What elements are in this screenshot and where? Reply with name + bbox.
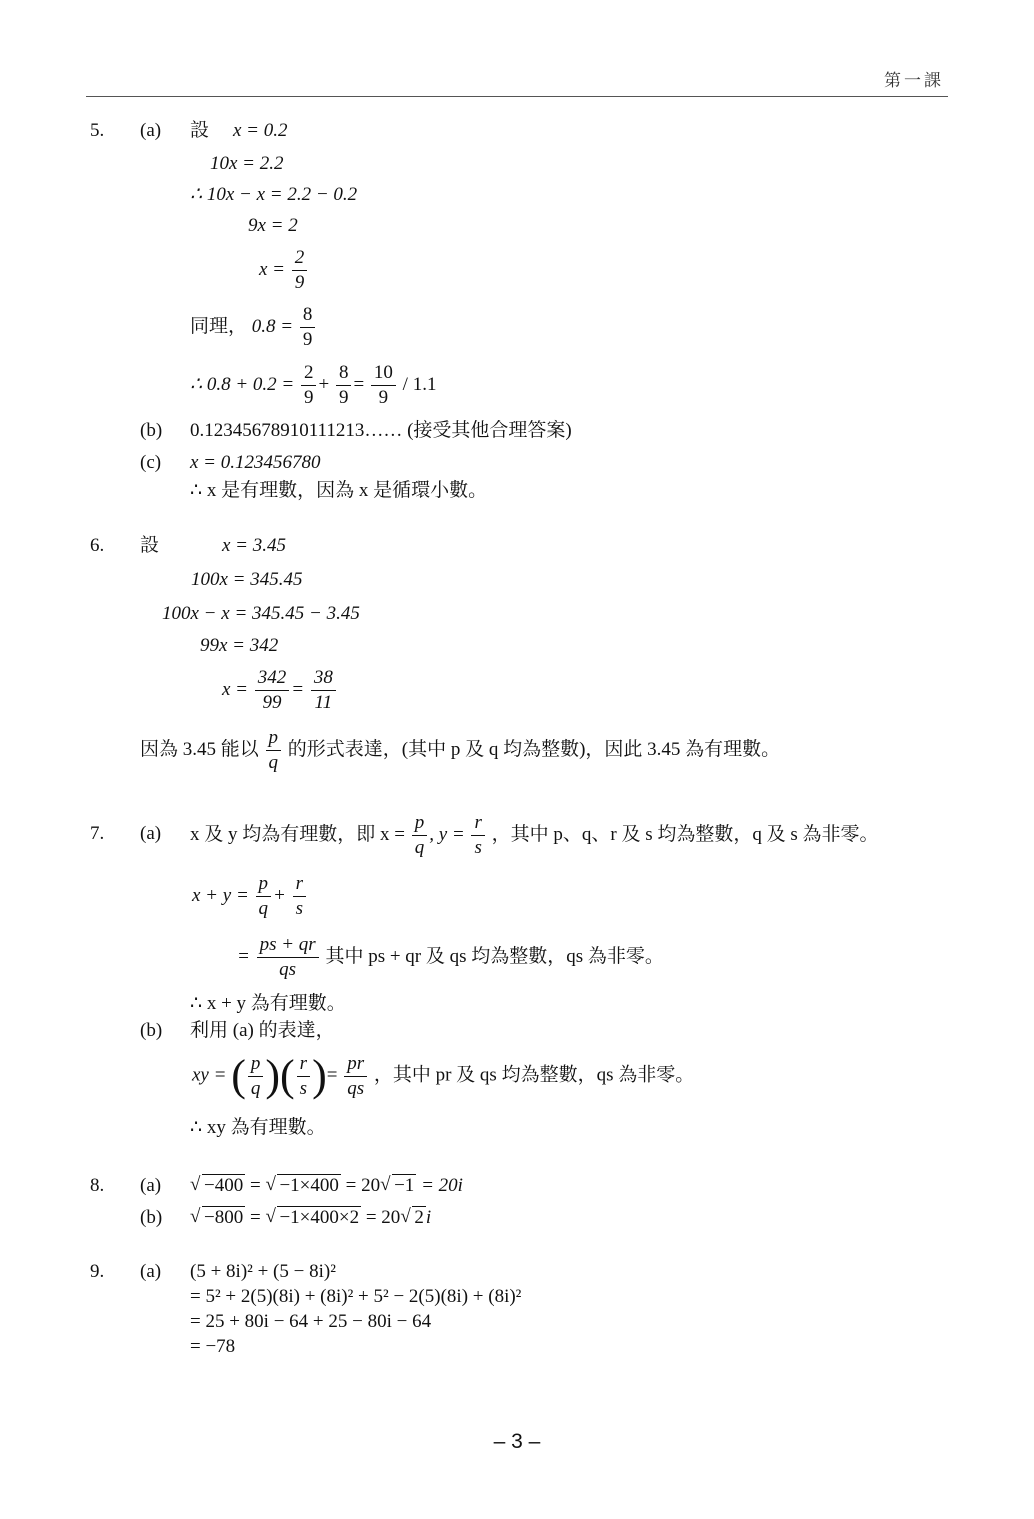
q6-line5: x = $\frac{342}{99}$ = $\frac{38}{11}$ bbox=[222, 668, 338, 713]
q8-part-b: (b) bbox=[140, 1207, 163, 1228]
fraction-p-q-c: $\frac{p}{q}$ bbox=[256, 874, 272, 919]
q7-b-line2: xy = ( $\frac{p}{q}$ )( $\frac{r}{s}$ )= $\frac{pr}{qs}$ ，其中 pr 及 qs 均為整數，qs 為非零。 bbox=[192, 1051, 695, 1100]
fraction-10-9: $\frac{10}{9}$ bbox=[371, 363, 396, 408]
q5-c-conclusion: ∴ x 是有理數，因為 x 是循環小數。 bbox=[190, 480, 488, 501]
q6-line3: 100x − x = 345.45 − 3.45 bbox=[162, 603, 360, 624]
q8-a-expression: √ −400 = √ −1×400 = 20√ −1 = 20i bbox=[190, 1175, 463, 1197]
q5-line6: 同理， 0.8 = $\frac{8}{9}$ bbox=[190, 305, 317, 350]
q5-line3: ∴ 10x − x = 2.2 − 0.2 bbox=[190, 184, 358, 205]
q7-line4: ∴ x + y 為有理數。 bbox=[190, 993, 346, 1014]
q8-part-a: (a) bbox=[140, 1175, 162, 1196]
fraction-p-q: $\frac{p}{q}$ bbox=[266, 728, 282, 773]
fraction-r-s-c: $\frac{r}{s}$ bbox=[297, 1054, 310, 1099]
header-rule bbox=[86, 96, 948, 97]
q7-number: 7. bbox=[90, 823, 105, 844]
fraction-psqr-qs: $\frac{ps + qr}{qs}$ bbox=[257, 935, 319, 980]
q5-part-a: (a) bbox=[140, 120, 162, 141]
q5-line8: ∴ 0.8 + 0.2 = $\frac{2}{9}$ + $\frac{8}{9}$ = $\frac{10}{9}$ / 1.1 bbox=[190, 362, 437, 408]
q9-part-a: (a) bbox=[140, 1261, 162, 1282]
q7-line2: x + y = $\frac{p}{q}$ + $\frac{r}{s}$ bbox=[192, 874, 308, 919]
q6-conclusion: 因為 3.45 能以 $\frac{p}{q}$ 的形式表達，(其中 p 及 q 均為整數)，因此 3.45 為有理數。 bbox=[140, 727, 781, 773]
q5-line5: x = $\frac{2}{9}$ bbox=[259, 248, 309, 293]
q8-b-expression: √ −800 = √ −1×400×2 = 20√ 2 i bbox=[190, 1207, 431, 1229]
fraction-pr-qs: $\frac{pr}{qs}$ bbox=[344, 1054, 367, 1099]
fraction-8-9: $\frac{8}{9}$ bbox=[300, 305, 316, 350]
fraction-p-q-b: $\frac{p}{q}$ bbox=[412, 813, 428, 858]
q5-let: 設 bbox=[190, 120, 210, 141]
q5-line2: 10x = 2.2 bbox=[210, 153, 284, 174]
page-header: 第一課 bbox=[884, 71, 944, 91]
q5-c-text: x = 0.123456780 bbox=[190, 452, 321, 473]
fraction-342-99: $\frac{342}{99}$ bbox=[255, 668, 290, 713]
q9-line3: = 25 + 80i − 64 + 25 − 80i − 64 bbox=[190, 1311, 432, 1332]
fraction-2-9-b: $\frac{2}{9}$ bbox=[301, 363, 317, 408]
q5-line4: 9x = 2 bbox=[248, 215, 298, 236]
page-number: – 3 – bbox=[493, 1430, 541, 1453]
q5-part-b: (b) bbox=[140, 420, 163, 441]
q7-part-a: (a) bbox=[140, 823, 162, 844]
q6-line1: x = 3.45 bbox=[222, 535, 287, 556]
fraction-38-11: $\frac{38}{11}$ bbox=[311, 668, 336, 713]
q6-let: 設 bbox=[140, 535, 160, 556]
fraction-p-q-d: $\frac{p}{q}$ bbox=[248, 1054, 264, 1099]
q5-b-text: 0.12345678910111213…… (接受其他合理答案) bbox=[190, 420, 572, 441]
q9-line4: = −78 bbox=[190, 1336, 236, 1357]
fraction-r-s: $\frac{r}{s}$ bbox=[471, 813, 484, 858]
q8-number: 8. bbox=[90, 1175, 105, 1196]
q5-number: 5. bbox=[90, 120, 105, 141]
q9-line2: = 5² + 2(5)(8i) + (8i)² + 5² − 2(5)(8i) + (8i)² bbox=[190, 1286, 522, 1307]
fraction-8-9-b: $\frac{8}{9}$ bbox=[336, 363, 352, 408]
q7-part-b: (b) bbox=[140, 1020, 163, 1041]
q6-line2: 100x = 345.45 bbox=[191, 569, 303, 590]
q7-line3: = $\frac{ps + qr}{qs}$ 其中 ps + qr 及 qs 均為整數，qs 為非零。 bbox=[237, 934, 664, 980]
q7-b-line1: 利用 (a) 的表達， bbox=[190, 1020, 335, 1041]
q5-part-c: (c) bbox=[140, 452, 162, 473]
q5-line1: x = 0.2 bbox=[233, 120, 288, 141]
q6-line4: 99x = 342 bbox=[200, 635, 279, 656]
q7-line1: x 及 y 均為有理數，即 x = $\frac{p}{q}$ , y = $\frac{r}{s}$ ，其中 p、q、r 及 s 均為整數，q 及 s 為非零。 bbox=[190, 812, 879, 858]
q6-number: 6. bbox=[90, 535, 105, 556]
fraction-r-s-b: $\frac{r}{s}$ bbox=[293, 874, 306, 919]
fraction-2-9: $\frac{2}{9}$ bbox=[292, 248, 308, 293]
q9-number: 9. bbox=[90, 1261, 105, 1282]
q7-b-line3: ∴ xy 為有理數。 bbox=[190, 1117, 326, 1138]
q9-line1: (5 + 8i)² + (5 − 8i)² bbox=[190, 1261, 336, 1282]
